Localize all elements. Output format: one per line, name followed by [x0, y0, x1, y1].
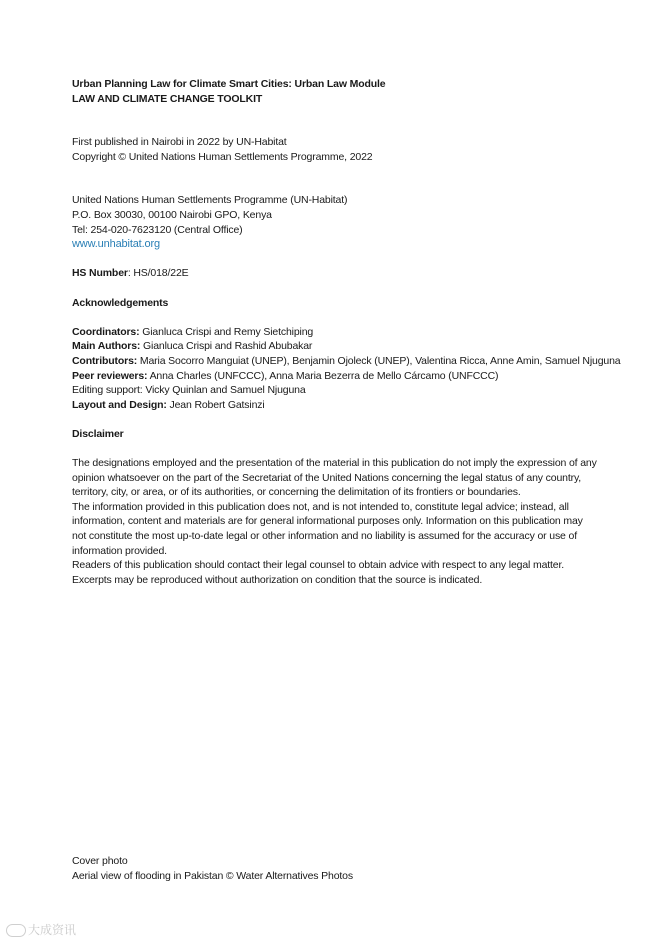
credit-line [72, 369, 597, 384]
credit-line [72, 339, 597, 354]
document-body [72, 77, 621, 587]
spacer [72, 310, 597, 325]
credit-label: Layout and Design: [72, 398, 167, 411]
watermark [6, 922, 76, 938]
spacer [72, 164, 597, 193]
org-name: United Nations Human Settlements Programme (UN-Habitat) [72, 194, 348, 207]
credit-label: Peer reviewers: [72, 369, 148, 382]
hs-number-label: HS Number [72, 267, 128, 280]
cover-photo-credit [72, 854, 353, 883]
cover-photo-caption: Aerial view of flooding in Pakistan © Water Alternatives Photos [72, 869, 353, 882]
watermark-text: 大成资讯 [28, 923, 77, 937]
spacer [72, 281, 597, 296]
watermark-logo-icon [6, 924, 26, 937]
credit-value: Gianluca Crispi and Rashid Abubakar [140, 340, 313, 353]
credit-label: Main Authors: [72, 340, 141, 353]
telephone: Tel: 254-020-7623120 (Central Office) [72, 223, 243, 236]
document-title: Urban Planning Law for Climate Smart Cities: Urban Law Module [72, 78, 386, 90]
first-published: First published in Nairobi in 2022 by UN-Habitat [72, 136, 287, 149]
credit-line [72, 354, 621, 369]
cover-photo-label: Cover photo [72, 855, 128, 867]
credit-label: Contributors: [72, 354, 138, 367]
spacer [72, 252, 597, 267]
credit-value: Anna Charles (UNFCCC), Anna Maria Bezerra de Mello Cárcamo (UNFCCC) [147, 369, 499, 382]
credit-value: Gianluca Crispi and Remy Sietchiping [139, 325, 314, 338]
spacer [72, 412, 597, 427]
credit-value: Maria Socorro Manguiat (UNEP), Benjamin Ojoleck (UNEP), Valentina Ricca, Anne Amin, Samuel Njuguna [137, 354, 621, 367]
copyright-notice: Copyright © United Nations Human Settlements Programme, 2022 [72, 150, 373, 163]
hs-number-value: : HS/018/22E [127, 267, 189, 280]
credit-label: Coordinators: [72, 325, 140, 338]
credit-value: Jean Robert Gatsinzi [166, 398, 265, 411]
disclaimer-paragraph: The designations employed and the presentation of the material in this publication do not imply the expression of any opinion whatsoever on the part of the Secretariat of the United Nations concerning the legal status of any country, territory, city, or area, or of its authorities, or concerning the delimitation of its frontiers or boundaries. [72, 457, 597, 499]
credit-line [72, 325, 597, 340]
website-link[interactable]: www.unhabitat.org [72, 238, 160, 251]
spacer [72, 106, 597, 135]
credit-line [72, 398, 597, 413]
acknowledgements-heading: Acknowledgements [72, 296, 169, 309]
po-box: P.O. Box 30030, 00100 Nairobi GPO, Kenya [72, 208, 272, 221]
document-subtitle: LAW AND CLIMATE CHANGE TOOLKIT [72, 92, 263, 105]
disclaimer-heading: Disclaimer [72, 427, 124, 440]
disclaimer-paragraph: Excerpts may be reproduced without authorization on condition that the source is indicated. [72, 573, 483, 586]
hs-number [72, 266, 597, 281]
disclaimer-paragraph: Readers of this publication should contact their legal counsel to obtain advice with respect to any legal matter. [72, 559, 565, 572]
disclaimer-paragraph: The information provided in this publication does not, and is not intended to, constitute legal advice; instead, all information, content and materials are for general informational purposes only. Information on this publication may not constitute the most up-to-date legal or other information and no liability is assumed for the accuracy or use of information provided. [72, 500, 583, 557]
credit-value: Editing support: Vicky Quinlan and Samuel Njuguna [72, 384, 306, 397]
credit-line [72, 383, 597, 398]
spacer [72, 441, 597, 456]
